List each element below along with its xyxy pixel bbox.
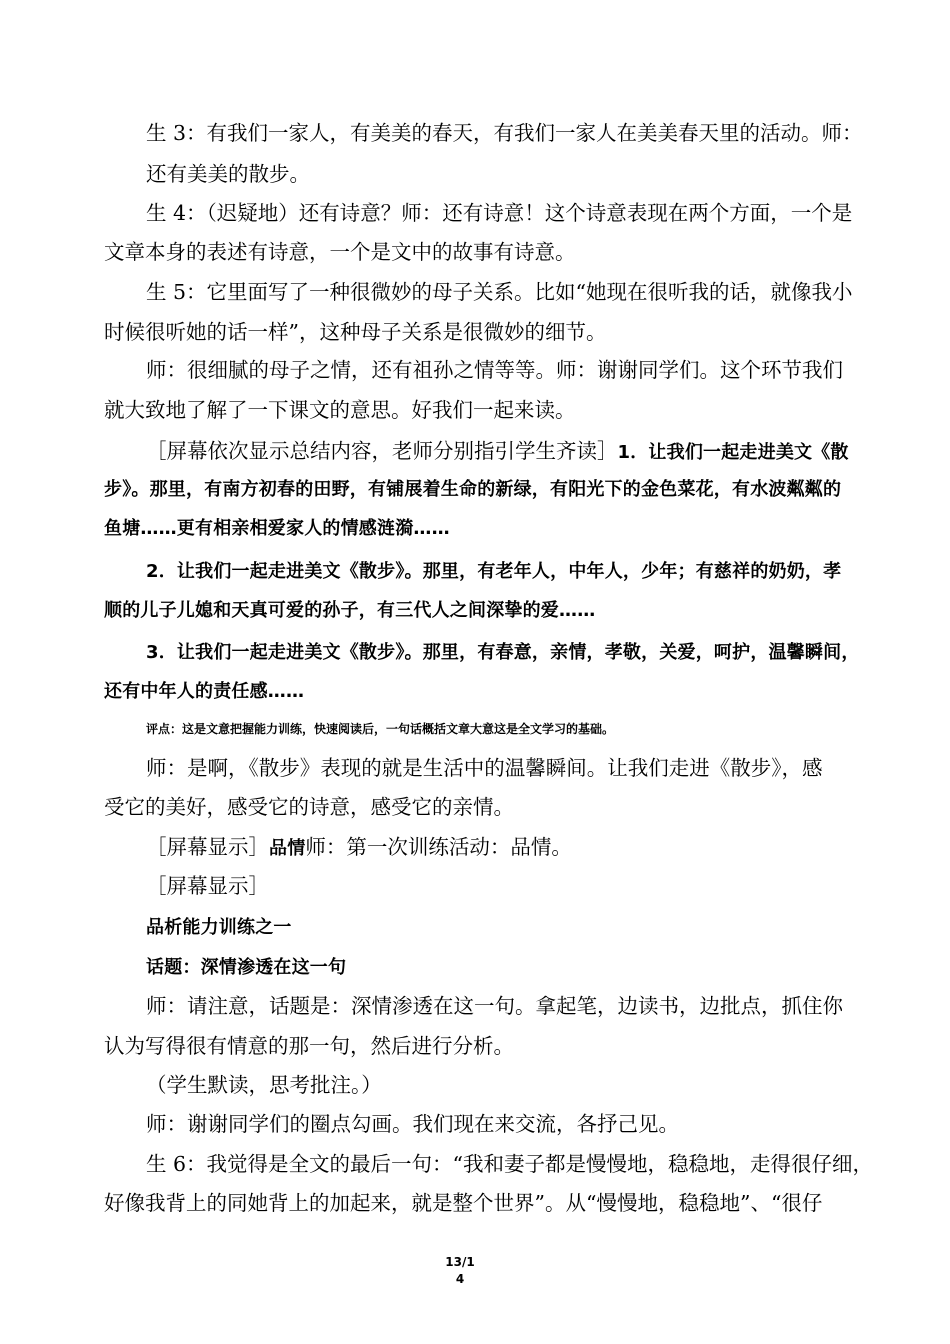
paragraph-line: （学生默读，思考批注。） (146, 1073, 382, 1097)
screen-instruction: ［屏幕依次显示总结内容，老师分别指引学生齐读］ (146, 439, 618, 463)
summary-line: 3．让我们一起走进美文《散步》。那里，有春意，亲情，孝敬，关爱，呵护，温馨瞬间， (146, 642, 860, 663)
summary-line: 还有中年人的责任感…… (104, 681, 305, 702)
paragraph-line: 认为写得很有情意的那一句，然后进行分析。 (104, 1034, 514, 1058)
paragraph-line: 师：是啊，《散步》表现的就是生活中的温馨瞬间。让我们走进《散步》，感 (146, 756, 823, 780)
paragraph-line: 就大致地了解了一下课文的意思。好我们一起来读。 (104, 398, 576, 422)
paragraph-line: 生 3：有我们一家人，有美美的春天，有我们一家人在美美春天里的活动。师： (146, 121, 863, 145)
paragraph-line: 还有美美的散步。 (146, 162, 310, 186)
screen-display-line: ［屏幕显示］品情师：第一次训练活动：品情。 (146, 835, 572, 859)
paragraph-line: 师：很细腻的母子之情，还有祖孙之情等等。师：谢谢同学们。这个环节我们 (146, 358, 843, 382)
page-number: 4 (455, 1272, 465, 1286)
screen-summary-line (146, 439, 849, 465)
summary-line: 步》。那里，有南方初春的田野，有铺展着生命的新绿，有阳光下的金色菜花，有水波粼粼的 (104, 479, 842, 500)
paragraph-line: 师：请注意，话题是：深情渗透在这一句。拿起笔，边读书，边批点，抓住你 (146, 994, 843, 1018)
section-heading: 品析能力训练之一 (146, 917, 292, 938)
summary-line: 2．让我们一起走进美文《散步》。那里，有老年人，中年人，少年；有慈祥的奶奶，孝 (146, 561, 842, 582)
comment-note: 评点：这是文意把握能力训练，快速阅读后，一句话概括文章大意这是全文学习的基础。 (146, 722, 615, 736)
summary-item: 1．让我们一起走进美文《散 (617, 442, 849, 463)
summary-line: 顺的儿子儿媳和天真可爱的孙子，有三代人之间深挚的爱…… (104, 600, 596, 621)
paragraph-line: 师：谢谢同学们的圈点勾画。我们现在来交流，各抒己见。 (146, 1112, 679, 1136)
paragraph-line: 受它的美好，感受它的诗意，感受它的亲情。 (104, 795, 514, 819)
summary-line: 鱼塘……更有相亲相爱家人的情感涟漪…… (104, 518, 450, 539)
paragraph-line: 文章本身的表述有诗意，一个是文中的故事有诗意。 (104, 240, 576, 264)
paragraph-line: 好像我背上的同她背上的加起来，就是整个世界”。从“慢慢地，稳稳地”、“很仔 (104, 1191, 823, 1215)
screen-display-line: ［屏幕显示］ (146, 874, 269, 898)
topic-heading: 话题：深情渗透在这一句 (146, 957, 347, 978)
paragraph-line: 时候很听她的话一样”，这种母子关系是很微妙的细节。 (104, 320, 607, 344)
page-number: 13/1 (445, 1255, 475, 1269)
paragraph-line: 生 6：我觉得是全文的最后一句：“我和妻子都是慢慢地，稳稳地，走得很仔细， (146, 1152, 874, 1176)
paragraph-line: 生 4：（迟疑地）还有诗意？师：还有诗意！这个诗意表现在两个方面，一个是 (146, 201, 853, 225)
paragraph-line: 生 5：它里面写了一种很微妙的母子关系。比如“她现在很听我的话，就像我小 (146, 280, 853, 304)
